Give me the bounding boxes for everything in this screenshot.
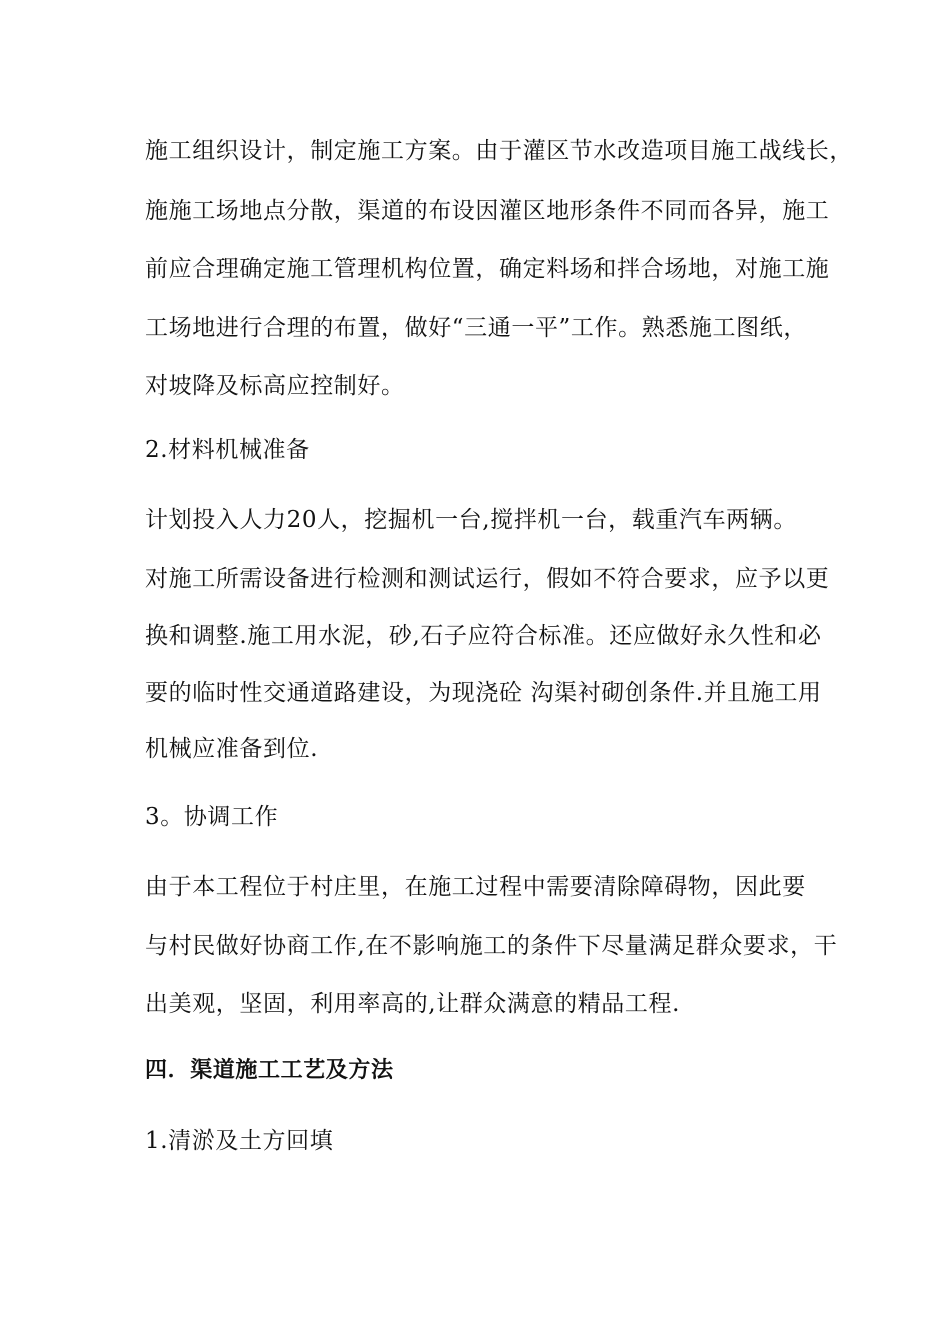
- paragraph-2-line-3: 换和调整.施工用水泥，砂,石子应符合标准。还应做好永久性和必: [145, 623, 822, 649]
- paragraph-2-line-5: 机械应准备到位.: [145, 736, 319, 762]
- paragraph-2-line-1: 计划投入人力20人，挖掘机一台,搅拌机一台，载重汽车两辆。: [145, 507, 797, 533]
- paragraph-3-line-3: 出美观，坚固，利用率高的,让群众满意的精品工程.: [145, 991, 681, 1017]
- paragraph-1-line-3: 前应合理确定施工管理机构位置，确定料场和拌合场地，对施工施: [145, 256, 830, 282]
- section-4-1-title: 1.清淤及土方回填: [145, 1128, 334, 1154]
- paragraph-3-line-2: 与村民做好协商工作,在不影响施工的条件下尽量满足群众要求，干: [145, 933, 838, 959]
- paragraph-2-line-2: 对施工所需设备进行检测和测试运行，假如不符合要求，应予以更: [145, 566, 830, 592]
- paragraph-2-line-4: 要的临时性交通道路建设，为现浇砼 沟渠衬砌创条件.并且施工用: [145, 680, 822, 706]
- paragraph-1-line-4: 工场地进行合理的布置，做好“三通一平”工作。熟悉施工图纸，: [145, 315, 807, 341]
- section-3-title: 3。协调工作: [145, 804, 279, 830]
- paragraph-1-line-1: 施工组织设计，制定施工方案。由于灌区节水改造项目施工战线长，: [145, 138, 853, 164]
- paragraph-1-line-5: 对坡降及标高应控制好。: [145, 373, 405, 399]
- section-2-title: 2.材料机械准备: [145, 437, 310, 463]
- paragraph-1-line-2: 施施工场地点分散，渠道的布设因灌区地形条件不同而各异，施工: [145, 198, 830, 224]
- paragraph-3-line-1: 由于本工程位于村庄里，在施工过程中需要清除障碍物，因此要: [145, 874, 806, 900]
- chapter-4-title: 四．渠道施工工艺及方法: [145, 1058, 394, 1083]
